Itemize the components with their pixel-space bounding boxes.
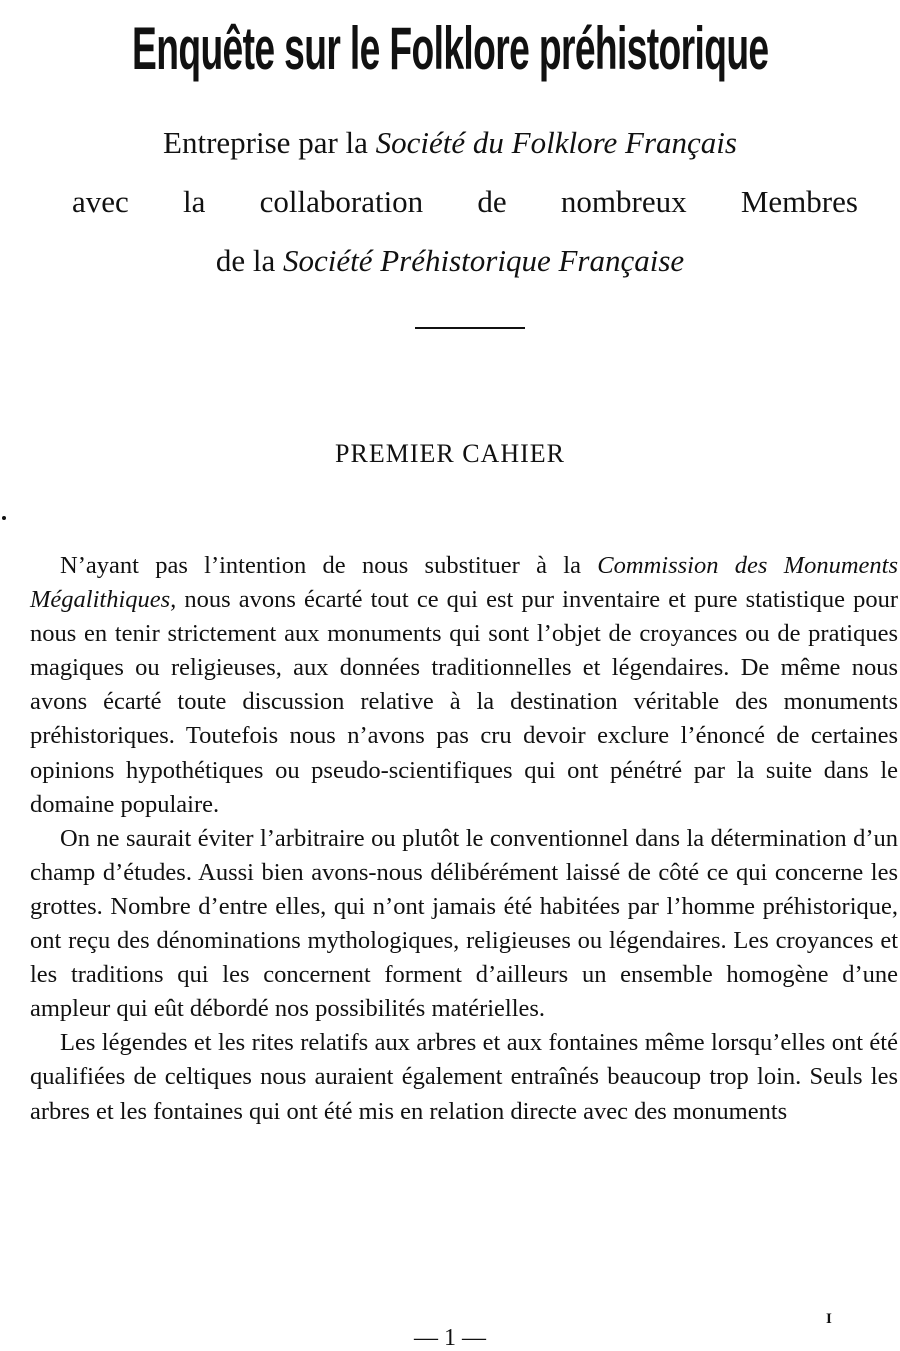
subtitle-word: avec — [72, 184, 129, 219]
paragraph-1 — [30, 549, 898, 822]
subtitle-word: la — [183, 184, 206, 219]
paragraph-2: On ne saurait éviter l’arbitraire ou plutôt le conventionnel dans la détermination d’un champ d’études. Aussi bien avons-nous délibérément laissé de côté ce qui concerne les grottes. Nombre d’entre elles, qui n’ont jamais été habitées par l’homme préhistorique, ont reçu des dénominations mythologiques, religieuses ou légendaires. Les croyances et les traditions qui les concernent forment d’ailleurs un ensemble homogène d’une ampleur qui eût débordé nos possibilités matérielles. — [30, 824, 898, 1023]
paragraph-1-commission: Commission des Monuments Mégalithiques, — [30, 552, 899, 614]
subtitle-line-3-society: Société Préhistorique Française — [282, 243, 685, 278]
subtitle-line-1 — [40, 127, 860, 158]
document-title-wrapper — [0, 6, 900, 92]
subtitle-line-3-text: de la — [215, 243, 276, 278]
subtitle-word: Membres — [740, 184, 858, 219]
signature-mark: I — [826, 1311, 832, 1327]
horizontal-rule — [415, 327, 525, 329]
subtitle-line-2 — [72, 186, 858, 217]
subtitle-word: nombreux — [560, 184, 687, 219]
subtitle-word: collaboration — [259, 184, 424, 219]
subtitle-word: de — [477, 184, 507, 219]
subtitle-line-3 — [40, 245, 860, 276]
subtitle-line-1-text: Entreprise par la — [163, 125, 368, 160]
body-text — [30, 549, 898, 1129]
page-number: — 1 — — [414, 1325, 486, 1351]
paragraph-1-lead: N’ayant pas l’intention de nous substituer à la — [60, 552, 581, 579]
document-title: Enquête sur le Folklore préhistorique — [131, 15, 769, 82]
print-speck — [2, 516, 6, 520]
section-heading: PREMIER CAHIER — [335, 439, 565, 468]
paragraph-1-rest: nous avons écarté tout ce qui est pur inventaire et pure statistique pour nous en tenir strictement aux monuments qui sont l’objet de croyances ou de pratiques magiques ou religieuses, aux données traditionnelles et légendaires. De même nous avons écarté toute discussion relative à la destination véritable des monuments préhistoriques. Toutefois nous n’avons pas cru devoir exclure l’énoncé de certaines opinions hypothétiques ou pseudo-scientifiques qui ont pénétré par la suite dans le domaine populaire. — [30, 586, 898, 818]
paragraph-3: Les légendes et les rites relatifs aux arbres et aux fontaines même lorsqu’elles ont été qualifiées de celtiques nous auraient également entraînés beaucoup trop loin. Seuls les arbres et les fontaines qui ont été mis en relation directe avec des monuments — [30, 1029, 898, 1125]
subtitle-line-1-society: Société du Folklore Français — [375, 125, 737, 160]
